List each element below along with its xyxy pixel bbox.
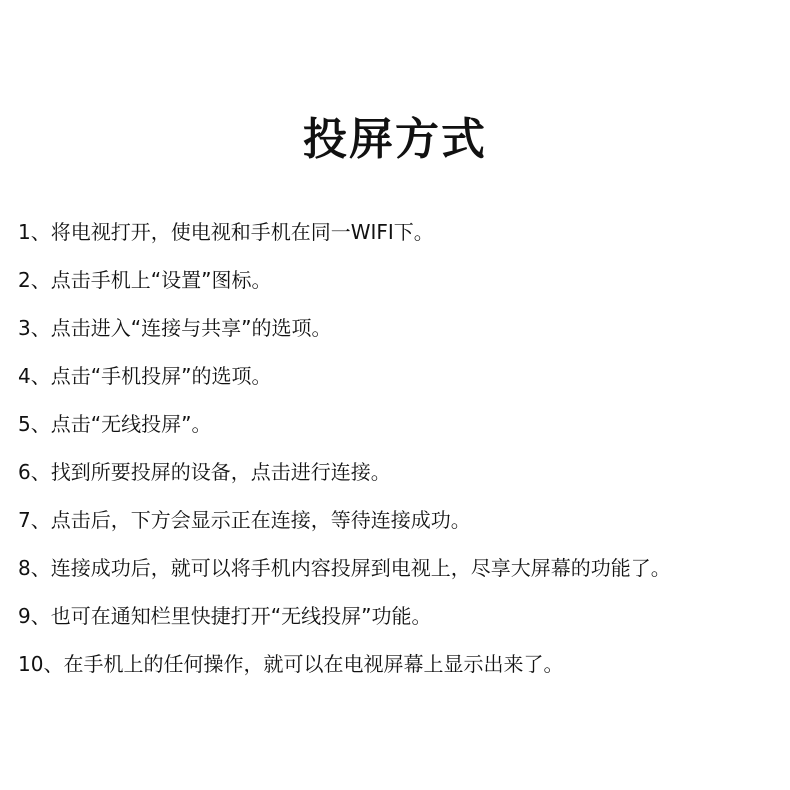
step-text: 连接成功后，就可以将手机内容投屏到电视上，尽享大屏幕的功能了。 [50, 556, 671, 580]
step-separator: 、 [30, 364, 51, 388]
step-number: 1 [18, 220, 31, 244]
step-text: 点击后，下方会显示正在连接，等待连接成功。 [50, 508, 471, 532]
step-number: 6 [18, 460, 31, 484]
step-separator: 、 [30, 556, 51, 580]
list-item [18, 356, 786, 404]
step-number: 2 [18, 268, 31, 292]
step-text: 点击手机上“设置”图标。 [50, 268, 272, 292]
step-number: 4 [18, 364, 31, 388]
steps-list [18, 212, 786, 692]
step-text: 也可在通知栏里快捷打开“无线投屏”功能。 [50, 604, 432, 628]
step-separator: 、 [30, 268, 51, 292]
step-text: 点击“无线投屏”。 [50, 412, 212, 436]
step-separator: 、 [30, 460, 51, 484]
step-separator: 、 [30, 508, 51, 532]
step-number: 9 [18, 604, 31, 628]
list-item [18, 596, 786, 644]
step-separator: 、 [30, 412, 51, 436]
step-separator: 、 [43, 652, 64, 676]
step-separator: 、 [30, 316, 51, 340]
step-number: 5 [18, 412, 31, 436]
step-text: 点击进入“连接与共享”的选项。 [50, 316, 332, 340]
step-text: 点击“手机投屏”的选项。 [50, 364, 272, 388]
list-item [18, 260, 786, 308]
list-item [18, 500, 786, 548]
step-text: 找到所要投屏的设备，点击进行连接。 [50, 460, 391, 484]
step-text: 将电视打开，使电视和手机在同一WIFI下。 [50, 220, 434, 244]
step-separator: 、 [30, 604, 51, 628]
page-title: 投屏方式 [303, 114, 487, 165]
step-separator: 、 [30, 220, 51, 244]
list-item [18, 548, 786, 596]
step-number: 10 [18, 652, 44, 676]
list-item [18, 308, 786, 356]
step-number: 8 [18, 556, 31, 580]
step-number: 3 [18, 316, 31, 340]
step-text: 在手机上的任何操作，就可以在电视屏幕上显示出来了。 [63, 652, 564, 676]
list-item [18, 452, 786, 500]
list-item [18, 644, 786, 692]
list-item [18, 212, 786, 260]
step-number: 7 [18, 508, 31, 532]
list-item [18, 404, 786, 452]
